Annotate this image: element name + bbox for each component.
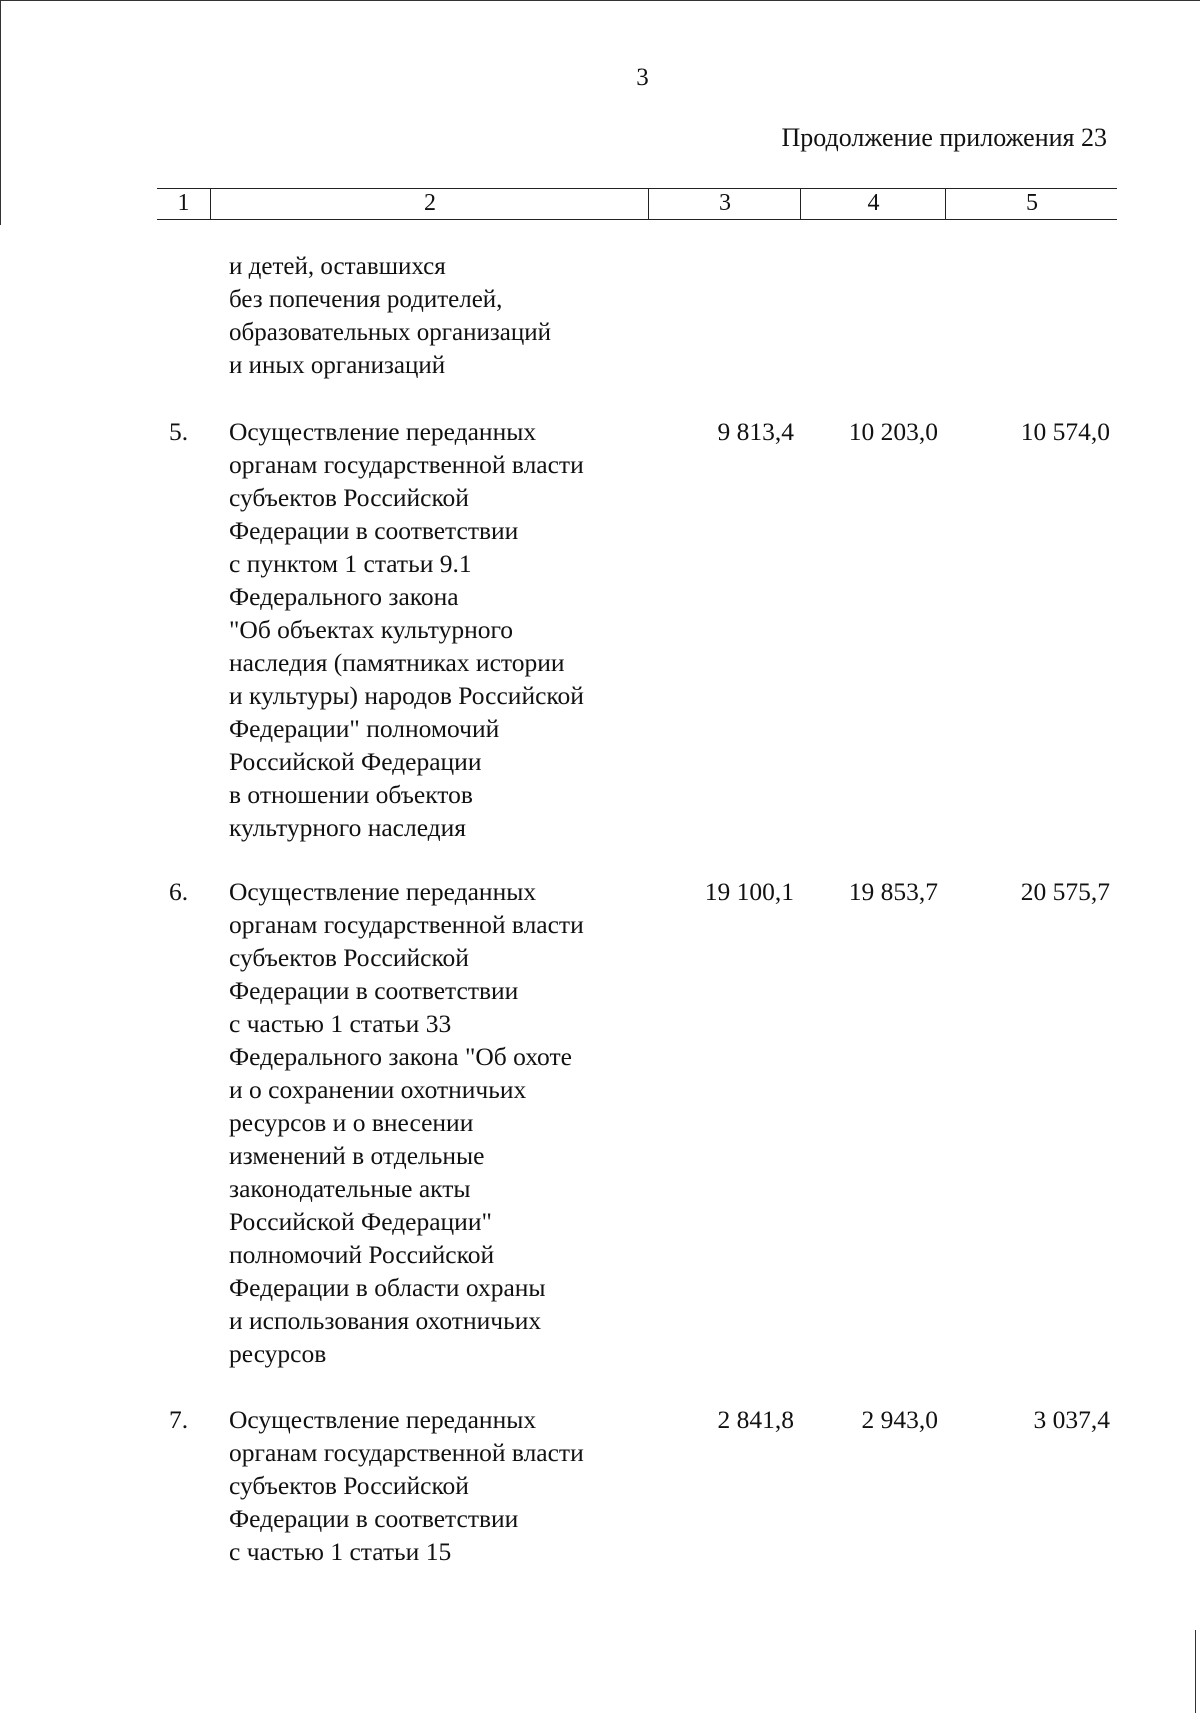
- scan-edge-right: [1195, 1630, 1196, 1713]
- description-line: Осуществление переданных: [229, 417, 537, 446]
- value-col5: 20 575,7: [1020, 877, 1110, 906]
- description-line: Федерации в соответствии: [229, 1504, 519, 1533]
- value-col3: 2 841,8: [717, 1405, 794, 1434]
- description-line: и о сохранении охотничьих: [229, 1075, 527, 1104]
- description-line: органам государственной власти: [229, 1438, 584, 1467]
- description-line: субъектов Российской: [229, 1471, 469, 1500]
- description-line: "Об объектах культурного: [229, 615, 514, 644]
- description-line: органам государственной власти: [229, 450, 584, 479]
- value-col4: 2 943,0: [861, 1405, 938, 1434]
- continued-line: и детей, оставшихся: [229, 253, 446, 280]
- description-line: Федерации в соответствии: [229, 976, 519, 1005]
- column-header-1: 1: [177, 190, 190, 216]
- row-description: [229, 1403, 584, 1568]
- appendix-continuation-title: Продолжение приложения 23: [781, 123, 1107, 152]
- scan-edge-left: [0, 0, 1, 225]
- description-line: культурного наследия: [229, 813, 467, 842]
- description-line: Федерации" полномочий: [229, 714, 500, 743]
- continued-line: без попечения родителей,: [229, 286, 503, 313]
- row-description: [229, 415, 584, 844]
- table-header: [157, 188, 1117, 220]
- row-description: [229, 875, 584, 1370]
- description-line: ресурсов: [229, 1339, 327, 1368]
- description-line: ресурсов и о внесении: [229, 1108, 474, 1137]
- column-header-3: 3: [648, 189, 801, 219]
- description-line: субъектов Российской: [229, 943, 469, 972]
- value-col5: 10 574,0: [1020, 417, 1110, 446]
- continued-line: образовательных организаций: [229, 319, 552, 346]
- row-number: 7.: [169, 1405, 189, 1434]
- description-line: законодательные акты: [229, 1174, 471, 1203]
- description-line: Федерального закона "Об охоте: [229, 1042, 572, 1071]
- continued-line: и иных организаций: [229, 352, 446, 379]
- description-line: Федерального закона: [229, 582, 459, 611]
- description-line: Российской Федерации: [229, 747, 482, 776]
- description-line: и культуры) народов Российской: [229, 681, 584, 710]
- description-line: с частью 1 статьи 33: [229, 1009, 452, 1038]
- column-header-5: 5: [945, 189, 1118, 219]
- description-line: Осуществление переданных: [229, 1405, 537, 1434]
- continued-description: [229, 250, 551, 382]
- row-number: 5.: [169, 417, 189, 446]
- description-line: полномочий Российской: [229, 1240, 495, 1269]
- description-line: с пунктом 1 статьи 9.1: [229, 549, 472, 578]
- description-line: наследия (памятниках истории: [229, 648, 565, 677]
- description-line: изменений в отдельные: [229, 1141, 485, 1170]
- value-col4: 10 203,0: [848, 417, 938, 446]
- value-col4: 19 853,7: [848, 877, 938, 906]
- column-header-2: 2: [210, 189, 649, 219]
- page-number: 3: [636, 64, 649, 91]
- column-header-4: 4: [800, 189, 946, 219]
- value-col3: 19 100,1: [704, 877, 794, 906]
- description-line: Осуществление переданных: [229, 877, 537, 906]
- description-line: и использования охотничьих: [229, 1306, 542, 1335]
- description-line: Российской Федерации": [229, 1207, 492, 1236]
- value-col3: 9 813,4: [717, 417, 794, 446]
- description-line: с частью 1 статьи 15: [229, 1537, 452, 1566]
- description-line: Федерации в соответствии: [229, 516, 519, 545]
- description-line: Федерации в области охраны: [229, 1273, 546, 1302]
- scan-edge-top: [0, 0, 1200, 1]
- description-line: субъектов Российской: [229, 483, 469, 512]
- description-line: в отношении объектов: [229, 780, 473, 809]
- value-col5: 3 037,4: [1033, 1405, 1110, 1434]
- row-number: 6.: [169, 877, 189, 906]
- description-line: органам государственной власти: [229, 910, 584, 939]
